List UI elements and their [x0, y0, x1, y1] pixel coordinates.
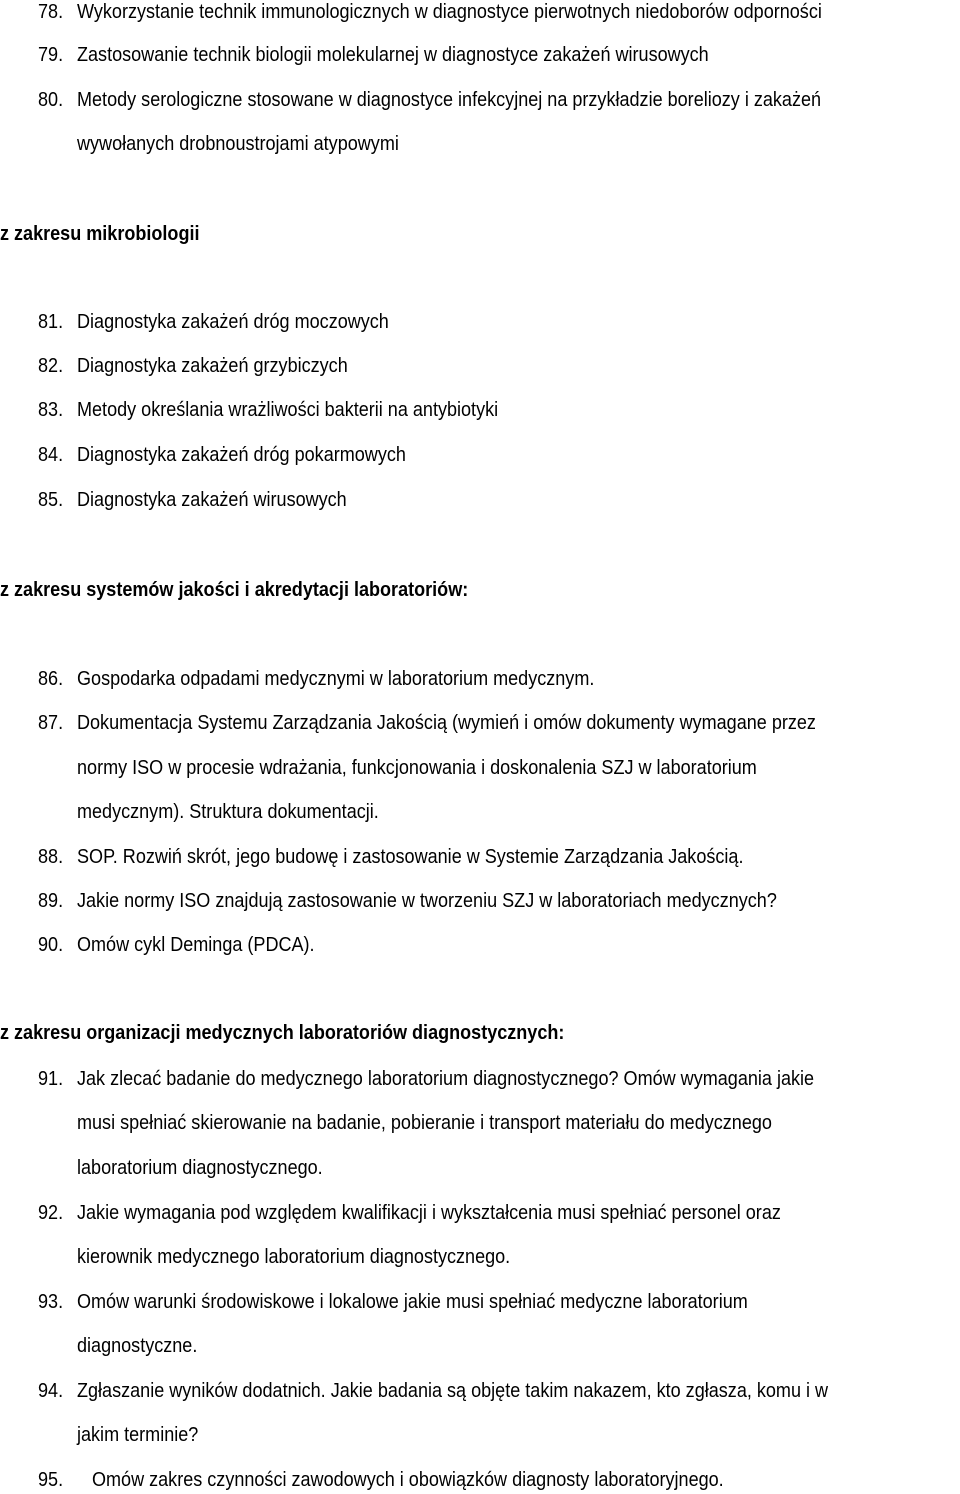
item-text-line: laboratorium diagnostycznego. — [77, 1156, 323, 1179]
item-text: Omów cykl Deminga (PDCA). — [77, 933, 315, 956]
item-text: Wykorzystanie technik immunologicznych w diagnostyce pierwotnych niedoborów odporności — [77, 0, 822, 23]
section-heading: z zakresu systemów jakości i akredytacji laboratoriów: — [0, 578, 469, 601]
item-text-line: wywołanych drobnoustrojami atypowymi — [77, 132, 399, 155]
item-text-line: Metody serologiczne stosowane w diagnostyce infekcyjnej na przykładzie boreliozy i zakażeń — [77, 88, 822, 111]
item-text: SOP. Rozwiń skrót, jego budowę i zastosowanie w Systemie Zarządzania Jakością. — [77, 845, 744, 868]
item-text: Diagnostyka zakażeń wirusowych — [77, 488, 347, 511]
item-text-line: medycznym). Struktura dokumentacji. — [77, 800, 379, 823]
section-heading: z zakresu organizacji medycznych laboratoriów diagnostycznych: — [0, 1021, 565, 1044]
item-text-line: Omów warunki środowiskowe i lokalowe jakie musi spełniać medyczne laboratorium — [77, 1290, 748, 1313]
item-number: 92. — [38, 1201, 64, 1224]
item-text: Omów zakres czynności zawodowych i obowiązków diagnosty laboratoryjnego. — [92, 1468, 724, 1491]
item-text-line: kierownik medycznego laboratorium diagnostycznego. — [77, 1245, 511, 1268]
item-text-line: jakim terminie? — [77, 1423, 199, 1446]
item-number: 79. — [38, 43, 64, 66]
item-number: 78. — [38, 0, 64, 23]
item-text: Diagnostyka zakażeń dróg pokarmowych — [77, 443, 406, 466]
item-number: 81. — [38, 310, 64, 333]
item-number: 95. — [38, 1468, 64, 1491]
item-text-line: Jakie wymagania pod względem kwalifikacji i wykształcenia musi spełniać personel oraz — [77, 1201, 781, 1224]
item-number: 84. — [38, 443, 64, 466]
item-number: 91. — [38, 1067, 64, 1090]
item-number: 89. — [38, 889, 64, 912]
item-text: Diagnostyka zakażeń grzybiczych — [77, 354, 348, 377]
item-number: 93. — [38, 1290, 64, 1313]
item-text-line: normy ISO w procesie wdrażania, funkcjonowania i doskonalenia SZJ w laboratorium — [77, 756, 757, 779]
item-number: 94. — [38, 1379, 64, 1402]
item-number: 90. — [38, 933, 64, 956]
item-text: Gospodarka odpadami medycznymi w laboratorium medycznym. — [77, 667, 595, 690]
item-text: Diagnostyka zakażeń dróg moczowych — [77, 310, 389, 333]
item-text-line: Dokumentacja Systemu Zarządzania Jakością (wymień i omów dokumenty wymagane przez — [77, 711, 816, 734]
item-number: 85. — [38, 488, 64, 511]
item-number: 82. — [38, 354, 64, 377]
item-text-line: Zgłaszanie wyników dodatnich. Jakie badania są objęte takim nakazem, kto zgłasza, komu i w — [77, 1379, 829, 1402]
item-text: Zastosowanie technik biologii molekularnej w diagnostyce zakażeń wirusowych — [77, 43, 709, 66]
item-text: Metody określania wrażliwości bakterii na antybiotyki — [77, 398, 499, 421]
item-number: 88. — [38, 845, 64, 868]
item-text: Jakie normy ISO znajdują zastosowanie w tworzeniu SZJ w laboratoriach medycznych? — [77, 889, 777, 912]
item-text-line: diagnostyczne. — [77, 1334, 198, 1357]
item-number: 83. — [38, 398, 64, 421]
section-heading: z zakresu mikrobiologii — [0, 222, 200, 245]
item-text-line: Jak zlecać badanie do medycznego laboratorium diagnostycznego? Omów wymagania jakie — [77, 1067, 815, 1090]
item-number: 80. — [38, 88, 64, 111]
item-number: 87. — [38, 711, 64, 734]
item-number: 86. — [38, 667, 64, 690]
item-text-line: musi spełniać skierowanie na badanie, pobieranie i transport materiału do medycznego — [77, 1111, 772, 1134]
